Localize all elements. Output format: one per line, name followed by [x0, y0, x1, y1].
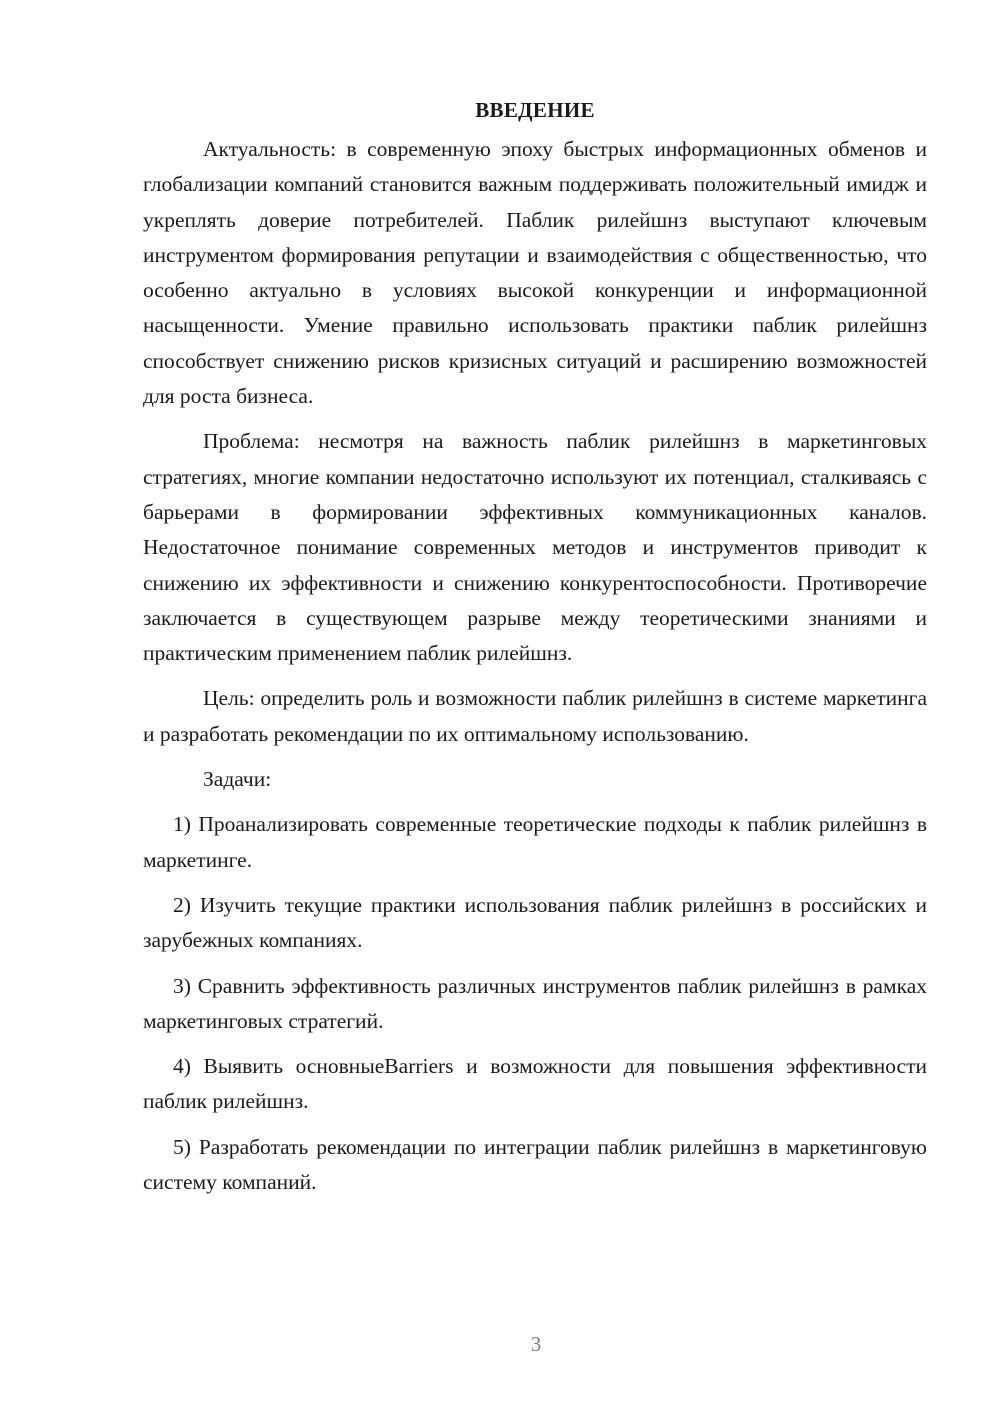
paragraph-relevance: Актуальность: в современную эпоху быстрых информационных обменов и глобализации компаний становится важным поддерживать положительный имидж и укреплять доверие потребителей. Паблик рилейшнз выступают ключевым инструментом формирования репутации и взаимодействия с общественностью, что особенно актуально в условиях высокой конкуренции и информационной насыщенности. Умение правильно использовать практики паблик рилейшнз способствует снижению рисков кризисных ситуаций и расширению возможностей для роста бизнеса. [143, 137, 927, 409]
page-number: 3 [530, 1332, 542, 1356]
task-item-2: 2) Изучить текущие практики использования паблик рилейшнз в российских и зарубежных компаниях. [143, 892, 927, 953]
task-item-4: 4) Выявить основныеBarriers и возможности для повышения эффективности паблик рилейшнз. [143, 1054, 927, 1114]
paragraph-goal: Цель: определить роль и возможности паблик рилейшнз в системе маркетинга и разработать рекомендации по их оптимальному использованию. [143, 686, 927, 746]
tasks-label: Задачи: [203, 767, 272, 792]
paragraph-problem: Проблема: несмотря на важность паблик рилейшнз в маркетинговых стратегиях, многие компании недостаточно используют их потенциал, сталкиваясь с барьерами в формировании эффективных коммуникационных каналов. Недостаточное понимание современных методов и инструментов приводит к снижению их эффективности и снижению конкурентоспособности. Противоречие заключается в существующем разрыве между теоретическими знаниями и практическим применением паблик рилейшнз. [143, 429, 927, 666]
document-page [143, 92, 927, 1210]
task-item-1: 1) Проанализировать современные теоретические подходы к паблик рилейшнз в маркетинге. [143, 812, 927, 872]
section-heading: ВВЕДЕНИЕ [475, 98, 595, 122]
task-item-3: 3) Сравнить эффективность различных инструментов паблик рилейшнз в рамках маркетинговых стратегий. [143, 973, 927, 1033]
task-item-5: 5) Разработать рекомендации по интеграции паблик рилейшнз в маркетинговую систему компаний. [143, 1134, 927, 1195]
